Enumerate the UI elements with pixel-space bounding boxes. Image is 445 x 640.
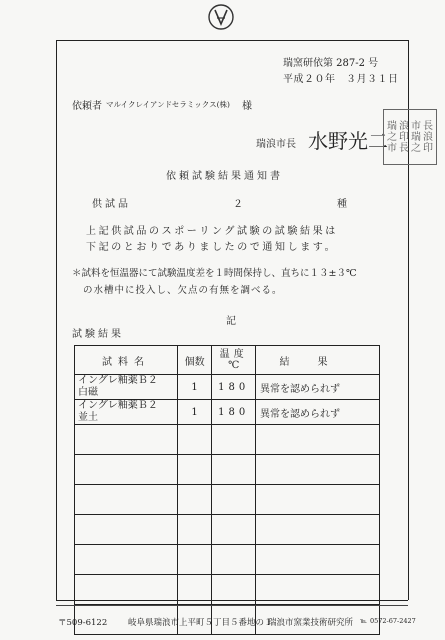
frame-top-border — [56, 40, 408, 41]
sample-unit: 種 — [337, 199, 347, 210]
document-title: 依頼試験結果通知書 — [166, 171, 283, 182]
empty-cell — [177, 515, 211, 545]
city-emblem-icon — [206, 2, 236, 36]
empty-cell — [75, 575, 178, 605]
empty-cell — [256, 485, 380, 515]
frame-left-border — [56, 40, 57, 600]
ki-marker: 記 — [226, 316, 236, 327]
table-row — [75, 375, 380, 400]
empty-cell — [212, 455, 256, 485]
sample-label: 供試品 — [92, 199, 131, 210]
seal-char: 之 — [411, 142, 421, 154]
sample-name: イングレ釉薬Ｂ２ — [78, 375, 158, 386]
empty-cell — [212, 575, 256, 605]
empty-cell — [256, 515, 380, 545]
empty-cell — [177, 455, 211, 485]
empty-cell — [75, 545, 178, 575]
empty-cell — [256, 425, 380, 455]
table-row — [75, 400, 380, 425]
seal-char: 長 — [399, 142, 409, 154]
empty-cell — [177, 425, 211, 455]
method-line-1: ＊試料を恒温器にて試験温度差を１時間保持し、直ちに１３±３℃ — [72, 268, 357, 279]
sample-name: イングレ釉薬Ｂ２ — [78, 400, 158, 411]
header-sample-name: 試料名 — [75, 346, 178, 375]
seal-char: 市 — [387, 142, 397, 154]
header-result: 結果 — [256, 346, 380, 375]
method-line-2: の水槽中に投入し、欠点の有無を調べる。 — [83, 285, 283, 296]
body-line-2: 下記のとおりでありましたので通知します。 — [86, 242, 338, 253]
table-row-empty — [75, 425, 380, 455]
sample-subname: 白磁 — [78, 387, 98, 398]
issue-date: 平成２０年 ３月３１日 — [283, 74, 399, 85]
header-count: 個数 — [177, 346, 211, 375]
empty-cell — [212, 515, 256, 545]
empty-cell — [177, 545, 211, 575]
footer-phone: 0572-67-2427 — [370, 617, 416, 625]
requester-name: マルイクレイアンドセラミックス(株) — [106, 100, 230, 109]
table-row-empty — [75, 455, 380, 485]
temperature-cell: 180 — [212, 375, 256, 400]
table-row-empty — [75, 575, 380, 605]
seal-char: 瑞 — [387, 120, 397, 132]
header-temperature-label: 温度 — [219, 349, 248, 360]
seal-char: 印 — [423, 142, 433, 154]
empty-cell — [75, 515, 178, 545]
seal-char: 浪 — [423, 131, 433, 143]
results-table — [74, 345, 380, 635]
header-temperature-unit: ℃ — [228, 360, 240, 371]
footer-address: 岐阜県瑞浪市上平町５丁目５番地の１ — [128, 618, 273, 628]
empty-rows — [75, 425, 380, 635]
sample-name-cell — [75, 375, 178, 400]
document-number: 瑞窯研依第 287-2 号 — [283, 58, 379, 69]
empty-cell — [177, 485, 211, 515]
issuer-title: 瑞浪市長 — [256, 139, 296, 150]
seal-char: 市 — [411, 120, 421, 132]
seal-char: 長 — [423, 120, 433, 132]
table-row-empty — [75, 545, 380, 575]
seal-char: 瑞 — [411, 131, 421, 143]
sample-count: ２ — [233, 199, 243, 210]
results-heading: 試験結果 — [72, 329, 124, 340]
footer-divider — [56, 605, 408, 606]
seal-char: 印 — [399, 131, 409, 143]
temperature-cell: 180 — [212, 400, 256, 425]
official-seal — [383, 109, 437, 165]
empty-cell — [75, 455, 178, 485]
empty-cell — [75, 425, 178, 455]
footer-postal: 〒509-6122 — [58, 618, 108, 628]
table-row-empty — [75, 515, 380, 545]
table-row-empty — [75, 485, 380, 515]
empty-cell — [256, 545, 380, 575]
body-line-1: 上記供試品のスポーリング試験の試験結果は — [86, 226, 338, 237]
empty-cell — [256, 575, 380, 605]
empty-cell — [256, 455, 380, 485]
empty-cell — [212, 485, 256, 515]
result-cell: 異常を認められず — [256, 375, 380, 400]
seal-char: 之 — [387, 131, 397, 143]
empty-cell — [212, 425, 256, 455]
empty-cell — [212, 545, 256, 575]
header-temperature — [212, 346, 256, 375]
phone-icon: ℡ — [360, 617, 367, 625]
empty-cell — [75, 485, 178, 515]
requester-suffix: 様 — [242, 101, 252, 112]
requester-label: 依頼者 — [72, 101, 102, 112]
count-cell: 1 — [177, 400, 211, 425]
count-cell: 1 — [177, 375, 211, 400]
sample-subname: 並土 — [78, 412, 98, 423]
sample-name-cell — [75, 400, 178, 425]
seal-char: 浪 — [399, 120, 409, 132]
result-cell: 異常を認められず — [256, 400, 380, 425]
issuer-name: 水野光二 — [308, 129, 388, 153]
table-header-row — [75, 346, 380, 375]
footer-institute: 瑞浪市窯業技術研究所 — [268, 618, 354, 628]
empty-cell — [177, 575, 211, 605]
